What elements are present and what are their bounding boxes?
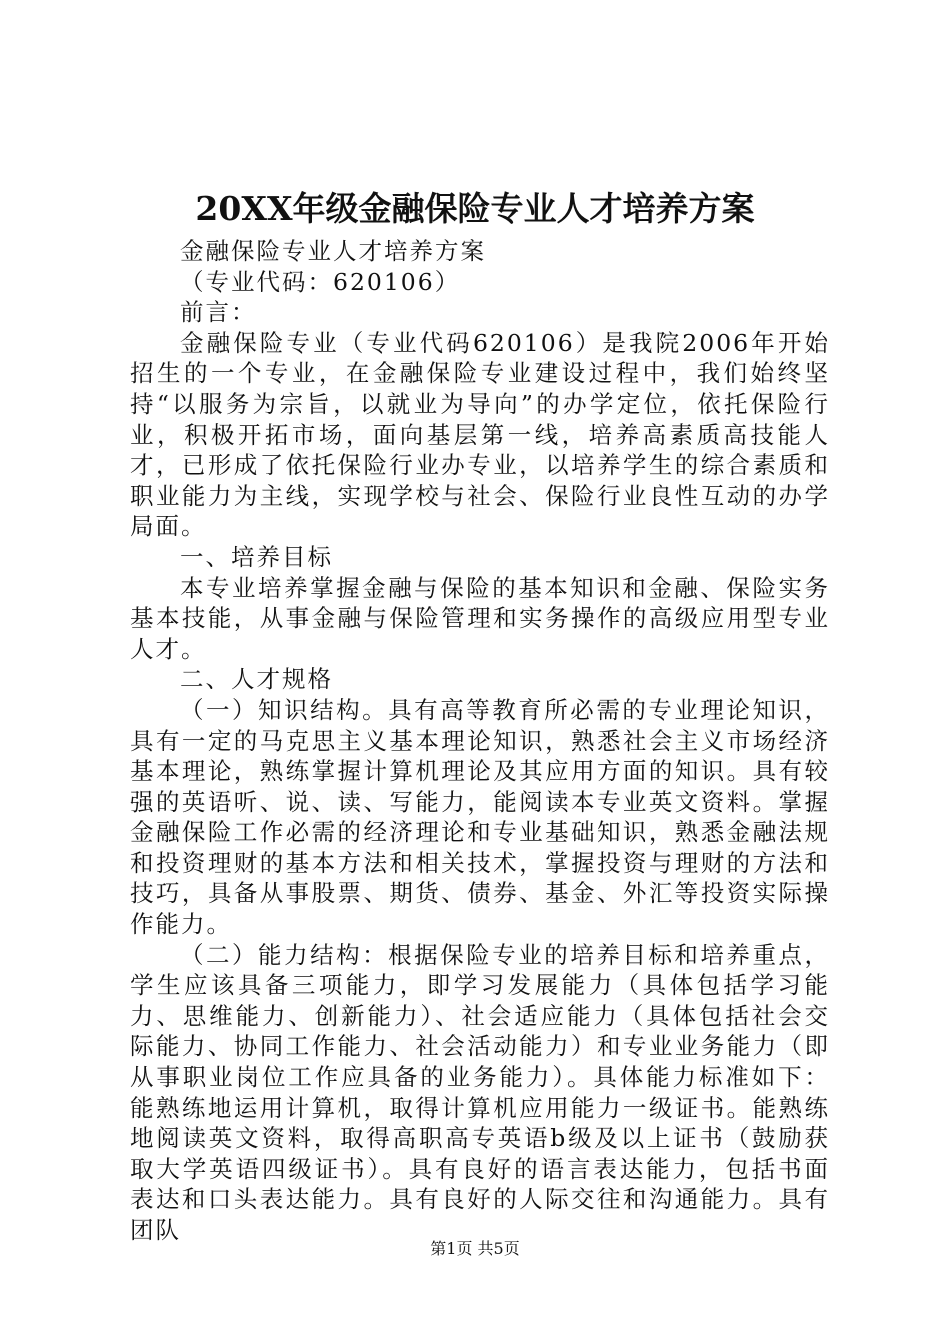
program-code: （专业代码：620106） xyxy=(180,267,461,296)
section-heading-specs: 二、人才规格 xyxy=(180,665,333,694)
knowledge-structure-paragraph: （一）知识结构。具有高等教育所必需的专业理论知识，具有一定的马克思主义基本理论知识，熟悉社会主义市场经济基本理论，熟练掌握计算机理论及其应用方面的知识。具有较强的英语听、说、读、写能力，能阅读本专业英文资料。掌握金融保险工作必需的经济理论和专业基础知识，熟悉金融法规和投资理财的基本方法和相关技术，掌握投资与理财的方法和技巧，具备从事股票、期货、债券、基金、外汇等投资实际操作能力。 xyxy=(130,695,830,939)
goals-paragraph: 本专业培养掌握金融与保险的基本知识和金融、保险实务基本技能，从事金融与保险管理和实务操作的高级应用型专业人才。 xyxy=(130,573,830,663)
section-heading-goals: 一、培养目标 xyxy=(180,542,333,571)
page-indicator: 第1页 共5页 xyxy=(430,1239,520,1258)
subtitle: 金融保险专业人才培养方案 xyxy=(180,237,486,265)
document-title: 20XX年级金融保险专业人才培养方案 xyxy=(195,189,755,228)
preface-paragraph: 金融保险专业（专业代码620106）是我院2006年开始招生的一个专业，在金融保险专业建设过程中，我们始终坚持“以服务为宗旨，以就业为导向”的办学定位，依托保险行业，积极开拓市场，面向基层第一线，培养高素质高技能人才，已形成了依托保险行业办专业，以培养学生的综合素质和职业能力为主线，实现学校与社会、保险行业良性互动的办学局面。 xyxy=(130,328,830,541)
ability-structure-paragraph: （二）能力结构：根据保险专业的培养目标和培养重点，学生应该具备三项能力，即学习发展能力（具体包括学习能力、思维能力、创新能力）、社会适应能力（具体包括社会交际能力、协同工作能力、社会活动能力）和专业业务能力（即从事职业岗位工作应具备的业务能力）。具体能力标准如下：能熟练地运用计算机，取得计算机应用能力一级证书。能熟练地阅读英文资料，取得高职高专英语b级及以上证书（鼓励获取大学英语四级证书）。具有良好的语言表达能力，包括书面表达和口头表达能力。具有良好的人际交往和沟通能力。具有团队 xyxy=(130,940,830,1244)
document-body xyxy=(130,236,830,1246)
preface-heading: 前言： xyxy=(180,298,257,327)
